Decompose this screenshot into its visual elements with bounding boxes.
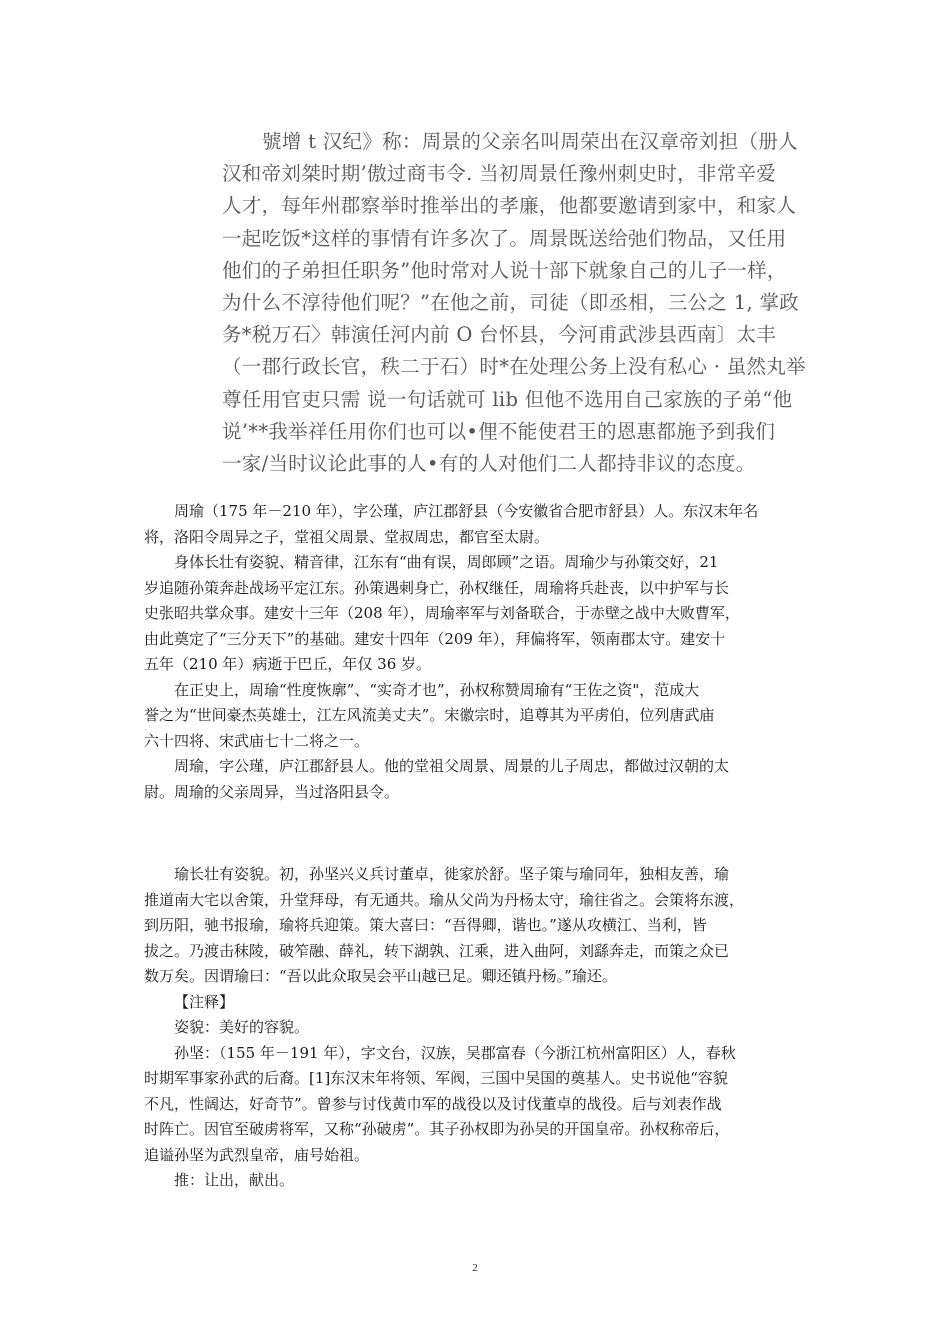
scan-line: 说’**我举祥任用你们也可以•俚不能使君王的恩惠都施予到我们 — [222, 419, 776, 443]
text-line: 由此奠定了“三分天下”的基础。建安十四年（209 年），拜偏将军，领南郡太守。建安十 — [144, 629, 726, 648]
classical-text-with-notes — [144, 862, 834, 1194]
annotation-heading: 【注释】 — [174, 992, 235, 1011]
text-line: 史张昭共掌众事。建安十三年（208 年），周瑜率军与刘备联合，于赤壁之战中大败曹军， — [144, 604, 740, 622]
text-line: 瑜长壮有姿貌。初，孙坚兴义兵讨董卓，徙家於舒。坚子策与瑜同年，独相友善，瑜 — [174, 865, 730, 883]
text-line: 推：让出，献出。 — [174, 1171, 295, 1189]
text-line: 时期军事家孙武的后裔。[1]东汉末年将领、军阀，三国中吴国的奠基人。史书说他“容貌 — [144, 1069, 728, 1087]
text-line: 誉之为“世间豪杰英雄士，江左风流美丈夫”。宋徽宗时，追尊其为平虏伯，位列唐武庙 — [144, 706, 715, 724]
scan-line: 尊任用官吏只需 说一句话就可 lib 但他不选用自己家族的子弟“他 — [222, 387, 793, 411]
text-line: 孙坚：（155 年－191 年），字文台，汉族，吴郡富春（今浙江杭州富阳区）人，春秋 — [174, 1043, 736, 1062]
page-number: 2 — [472, 1262, 478, 1274]
scan-line: 一起吃饭*这样的事情有许多次了。周景既送给弛们物品，又任用 — [222, 226, 787, 250]
scan-line: 一家/当时议论此事的人•有的人对他们二人都持非议的态度。 — [222, 451, 756, 475]
scanned-excerpt — [222, 126, 822, 480]
scan-line: 人才，每年州郡察举时推举出的孝廉，他都要邀请到家中，和家人 — [222, 194, 797, 218]
text-line: 时阵亡。因官至破虏将军，又称“孙破虏”。其子孙权即为孙吴的开国皇帝。孙权称帝后， — [144, 1120, 730, 1138]
scan-line: 號增 t 汉纪》称：周景的父亲名叫周荣出在汉章帝刘担（册人 — [262, 130, 798, 153]
zhou-yu-biography — [144, 499, 834, 805]
text-line: 周瑜（175 年－210 年），字公瑾，庐江郡舒县（今安徽省合肥市舒县）人。东汉末年名 — [174, 502, 759, 520]
scan-line: 他们的子弟担任职务”他时常对人说十部下就象自己的儿子一样， — [222, 258, 787, 282]
text-line: 尉。周瑜的父亲周异，当过洛阳县令。 — [144, 782, 400, 801]
text-line: 不凡，性阔达，好奇节”。曾参与讨伐黄巾军的战役以及讨伐董卓的战役。后与刘表作战 — [144, 1094, 722, 1113]
text-line: 到历阳，驰书报瑜，瑜将兵迎策。策大喜曰：“吾得卿，谐也。”遂从攻横江、当利，皆 — [144, 916, 707, 934]
text-line: 六十四将、宋武庙七十二将之一。 — [144, 731, 370, 750]
text-line: 推道南大宅以舍策，升堂拜母，有无通共。瑜从父尚为丹杨太守，瑜往省之。会策将东渡， — [144, 890, 745, 909]
text-line: 数万矣。因谓瑜曰：“吾以此众取吴会平山越已足。卿还镇丹杨。”瑜还。 — [144, 967, 617, 985]
text-line: 五年（210 年）病逝于巴丘，年仅 36 岁。 — [144, 655, 432, 673]
scan-line: 务*税万石〉韩演任河内前 O 台怀县，今河甫武涉县西南〕太丰 — [222, 323, 777, 347]
text-line: 身体长壮有姿貌、精音律，江东有“曲有误，周郎顾”之语。周瑜少与孙策交好，21 — [174, 553, 719, 571]
scan-line: 为什么不淳待他们呢？”在他之前，司徒（即丞相，三公之 1, 掌政 — [222, 290, 800, 314]
text-line: 拔之。乃渡击秣陵，破笮融、薛礼，转下湖孰、江乘，进入曲阿，刘繇奔走，而策之众已 — [144, 941, 730, 960]
text-line: 姿貌：美好的容貌。 — [174, 1018, 310, 1036]
text-line: 追谥孙坚为武烈皇帝，庙号始祖。 — [144, 1145, 370, 1164]
text-line: 将，洛阳令周异之子，堂祖父周景、堂叔周忠，都官至太尉。 — [144, 527, 550, 546]
text-line: 周瑜，字公瑾，庐江郡舒县人。他的堂祖父周景、周景的儿子周忠，都做过汉朝的太 — [174, 757, 730, 775]
text-line: 在正史上，周瑜“性度恢廓”、“实奇才也”，孙权称赞周瑜有“王佐之资"，范成大 — [174, 680, 700, 699]
scan-line: 汉和帝刘桀时期’傲过商韦令. 当初周景任豫州刺史时，非常辛爱 — [222, 162, 777, 186]
scan-line: （一郡行政长官，秩二于石）时*在处理公务上没有私心 · 虽然丸举 — [222, 355, 806, 379]
text-line: 岁追随孙策奔赴战场平定江东。孙策遇刺身亡，孙权继任，周瑜将兵赴丧，以中护军与长 — [144, 578, 730, 597]
